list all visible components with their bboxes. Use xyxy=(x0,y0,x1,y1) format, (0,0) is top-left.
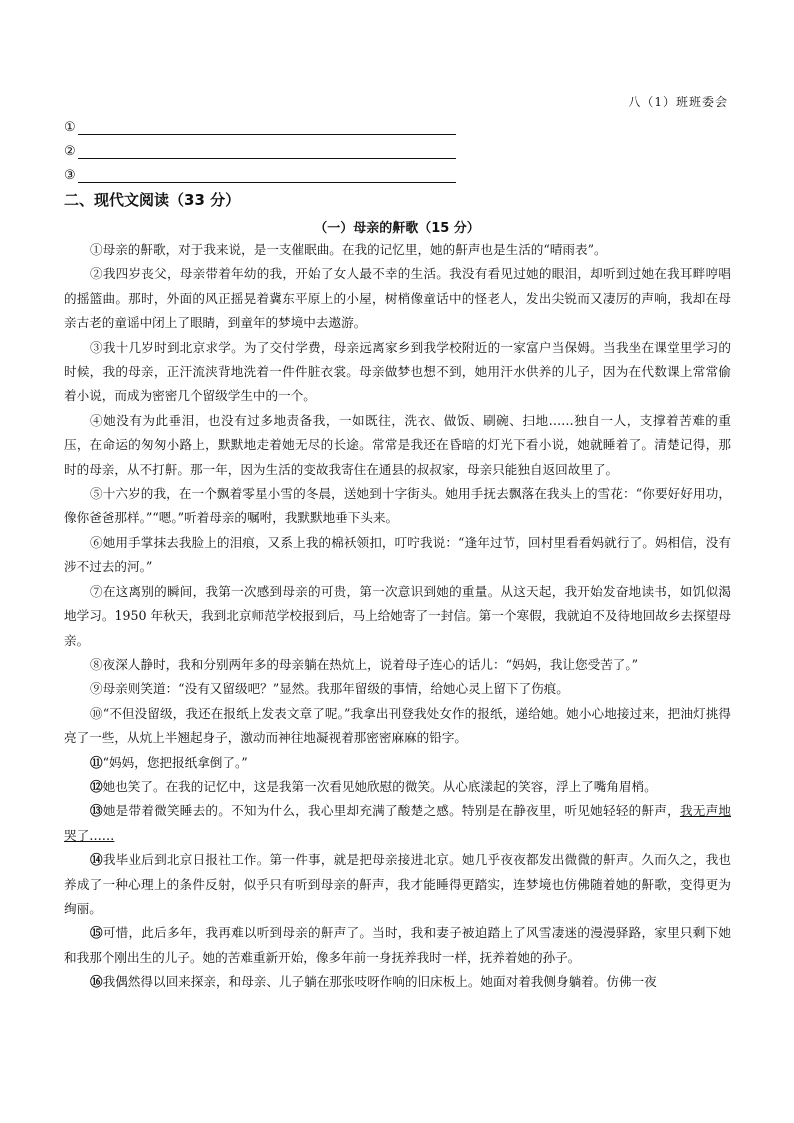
paragraph-text: “不但没留级，我还在报纸上发表文章了呢。”我拿出刊登我处女作的报纸，递给她。她小心地接过来，把油灯挑得亮了一些，从炕上半翘起身子，激动而神往地凝视着那密密麻麻的铅字。 xyxy=(64,705,731,746)
paragraph-number: ⑧ xyxy=(90,656,103,672)
paragraph-number: ⑦ xyxy=(90,583,103,599)
article-title: （一）母亲的鼾歌（15 分） xyxy=(314,221,480,236)
paragraph-number: ⑪ xyxy=(90,754,103,770)
paragraph-number: ⑩ xyxy=(90,705,103,721)
blank-marker: ② xyxy=(64,144,76,159)
paragraph xyxy=(64,848,731,921)
paragraph-number: ⑭ xyxy=(90,852,103,868)
paragraph xyxy=(64,580,731,653)
paragraph-text: 可惜，此后多年，我再难以听到母亲的鼾声了。当时，我和妻子被迫踏上了风雪凄迷的漫漫驿路，家里只剩下她和我那个刚出生的儿子。她的苦难重新开始，像多年前一身抚养我时一样，抚养着她的孙子。 xyxy=(64,925,732,965)
class-label: 八（1）班班委会 xyxy=(628,95,728,109)
answer-blank-3[interactable] xyxy=(64,165,456,183)
answer-blank-2[interactable] xyxy=(64,141,456,159)
section-heading: 二、现代文阅读（33 分） xyxy=(64,191,241,209)
paragraph xyxy=(64,799,731,848)
paragraph xyxy=(64,751,731,775)
answer-blank-1[interactable] xyxy=(64,117,456,135)
paragraph xyxy=(64,531,731,580)
paragraph-text: 她也笑了。在我的记忆中，这是我第一次看见她欣慰的微笑。从心底漾起的笑容，浮上了嘴角眉梢。 xyxy=(102,778,657,794)
paragraph-text: “妈妈，您把报纸拿倒了。” xyxy=(102,754,248,770)
paragraph-text: 我偶然得以回来探亲，和母亲、儿子躺在那张吱呀作响的旧床板上。她面对着我侧身躺着。仿佛一夜 xyxy=(102,974,657,990)
paragraph-text: 她是带着微笑睡去的。不知为什么，我心里却充满了酸楚之感。特别是在静夜里，听见她轻轻的鼾声， xyxy=(102,803,680,819)
paragraph-text: 我十几岁时到北京求学。为了交付学费，母亲远离家乡到我学校附近的一家富户当保姆。当我坐在课堂里学习的时候，我的母亲，正汗流浃背地洗着一件件脏衣裳。母亲做梦也想不到，她用汗水供养的儿子，因为在代数课上常常偷着小说，而成为密密几个留级学生中的一个。 xyxy=(64,339,732,404)
paragraph xyxy=(64,921,731,970)
paragraph-number: ⑯ xyxy=(90,974,103,990)
underlined-sentence: 我无声地哭了…… xyxy=(64,803,732,843)
paragraph xyxy=(64,970,731,994)
article-body xyxy=(64,238,731,995)
paragraph-text: 她没有为此垂泪，也没有过多地责备我，一如既往，洗衣、做饭、刷碗、扫地……独自一人，支撑着苦难的重压，在命运的匆匆小路上，默默地走着她无尽的长途。常常是我还在昏暗的灯光下看小说，她就睡着了。清楚记得，那时的母亲，从不打鼾。那一年，因为生活的变故我寄住在通县的叔叔家，母亲只能独自返回故里了。 xyxy=(64,412,732,477)
paragraph-number: ⑬ xyxy=(90,803,103,819)
paragraph-number: ⑤ xyxy=(90,486,103,502)
paragraph xyxy=(64,409,731,482)
paragraph-text: 在这离别的瞬间，我第一次感到母亲的可贵，第一次意识到她的重量。从这天起，我开始发奋地读书，如饥似渴地学习。1950 年秋天，我到北京师范学校报到后，马上给她寄了一封信。第一个寒假，我就迫不及待地回故乡去探望母亲。 xyxy=(64,583,732,648)
blank-marker: ③ xyxy=(64,168,76,183)
paragraph-text: 夜深人静时，我和分别两年多的母亲躺在热炕上，说着母子连心的话儿：“妈妈，我让您受苦了。” xyxy=(102,656,639,672)
paragraph xyxy=(64,336,731,409)
paragraph-text: 我四岁丧父，母亲带着年幼的我，开始了女人最不幸的生活。我没有看见过她的眼泪，却听到过她在我耳畔哼唱的摇篮曲。那时，外面的风正摇晃着冀东平原上的小屋，树梢像童话中的怪老人，发出尖锐而又凄厉的声响，我却在母亲古老的童谣中闭上了眼睛，到童年的梦境中去遨游。 xyxy=(64,266,732,331)
blank-marker: ① xyxy=(64,120,76,135)
paragraph-number: ⑮ xyxy=(90,925,103,941)
paragraph-number: ① xyxy=(90,242,103,257)
paragraph-number: ⑥ xyxy=(90,534,103,550)
blank-underline[interactable] xyxy=(78,120,456,135)
paragraph xyxy=(64,238,731,262)
paragraph-number: ⑨ xyxy=(90,681,103,697)
paragraph-number: ⑫ xyxy=(90,778,103,794)
paragraph xyxy=(64,262,731,335)
paragraph-text: 母亲则笑道：“没有又留级吧？”显然。我那年留级的事情，给她心灵上留下了伤痕。 xyxy=(102,681,569,697)
blank-underline[interactable] xyxy=(78,144,456,159)
paragraph xyxy=(64,677,731,701)
paragraph xyxy=(64,653,731,677)
paragraph xyxy=(64,702,731,751)
paragraph-number: ④ xyxy=(90,412,104,428)
paragraph-number: ③ xyxy=(90,339,103,355)
blank-underline[interactable] xyxy=(78,168,456,183)
paragraph xyxy=(64,482,731,531)
paragraph-text: 她用手掌抹去我脸上的泪痕，又系上我的棉袄领扣，叮咛我说：“逢年过节，回村里看看妈就行了。妈相信，没有涉不过去的河。” xyxy=(64,534,731,575)
paragraph-text: 十六岁的我，在一个飘着零星小雪的冬晨，送她到十字街头。她用手抚去飘落在我头上的雪花：“你要好好用功，像你爸爸那样。”“嗯。”听着母亲的嘱咐，我默默地垂下头来。 xyxy=(64,486,731,526)
paragraph xyxy=(64,775,731,799)
paragraph-text: 母亲的鼾歌，对于我来说，是一支催眠曲。在我的记忆里，她的鼾声也是生活的“晴雨表”。 xyxy=(102,242,607,257)
paragraph-text: 我毕业后到北京日报社工作。第一件事，就是把母亲接进北京。她几乎夜夜都发出微微的鼾声。久而久之，我也养成了一种心理上的条件反射，似乎只有听到母亲的鼾声，我才能睡得更踏实，连梦境也仿佛随着她的鼾歌，变得更为绚丽。 xyxy=(64,852,732,916)
paragraph-number: ② xyxy=(90,266,103,282)
